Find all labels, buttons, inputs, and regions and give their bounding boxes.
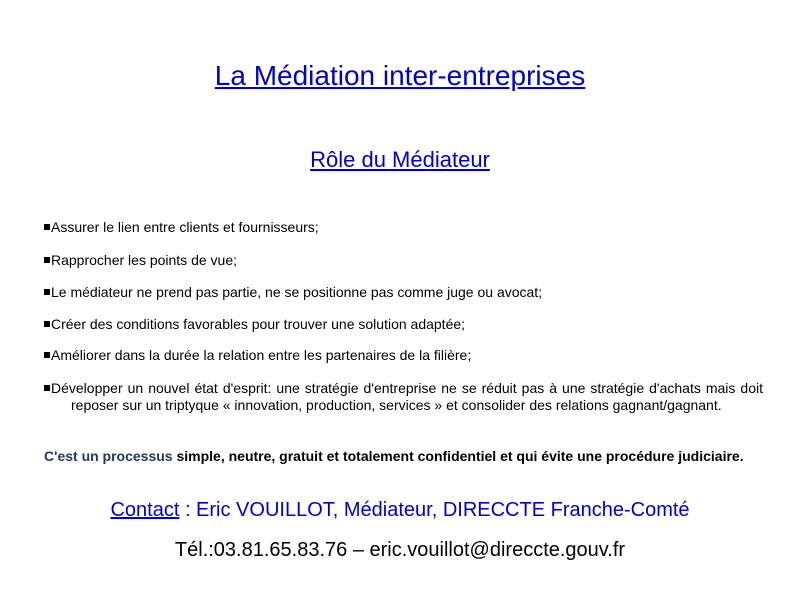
contact-link[interactable]: Contact	[110, 499, 180, 521]
bullet-item	[44, 316, 763, 333]
page-title	[0, 58, 800, 94]
bullet-text: Créer des conditions favorables pour trouver une solution adaptée;	[51, 316, 466, 332]
contact-line	[0, 496, 800, 524]
square-bullet-icon	[44, 289, 50, 295]
bullet-text: Le médiateur ne prend pas partie, ne se positionne pas comme juge ou avocat;	[51, 284, 543, 300]
bullet-item	[44, 284, 763, 301]
section-subtitle	[0, 145, 800, 175]
square-bullet-icon	[44, 352, 50, 358]
section-subtitle-text: Rôle du Médiateur	[310, 147, 490, 172]
summary-lead: C'est un processus	[44, 448, 173, 464]
square-bullet-icon	[44, 321, 50, 327]
bullet-text: Assurer le lien entre clients et fournisseurs;	[51, 219, 319, 235]
bullet-item	[44, 252, 763, 269]
bullet-text: Développer un nouvel état d'esprit: une stratégie d'entreprise ne se réduit pas à une stratégie d'achats mais doit reposer sur un triptyque « innovation, production, services » et consolider des relations gagnant/gagnant.	[51, 380, 763, 413]
bullet-item	[44, 347, 763, 364]
bullet-text: Améliorer dans la durée la relation entre les partenaires de la filière;	[51, 347, 472, 363]
process-summary	[44, 448, 763, 465]
page-title-text: La Médiation inter-entreprises	[214, 60, 586, 91]
bullet-item	[44, 219, 763, 236]
contact-details: : Eric VOUILLOT, Médiateur, DIRECCTE Franche-Comté	[179, 499, 690, 521]
phone-email-line: Tél.:03.81.65.83.76 – eric.vouillot@direccte.gouv.fr	[174, 539, 626, 561]
square-bullet-icon	[44, 257, 50, 263]
square-bullet-icon	[44, 385, 50, 391]
square-bullet-icon	[44, 224, 50, 230]
bullet-item	[44, 380, 763, 414]
summary-rest: simple, neutre, gratuit et totalement confidentiel et qui évite une procédure judiciaire.	[172, 448, 744, 464]
bullet-text: Rapprocher les points de vue;	[51, 252, 237, 268]
